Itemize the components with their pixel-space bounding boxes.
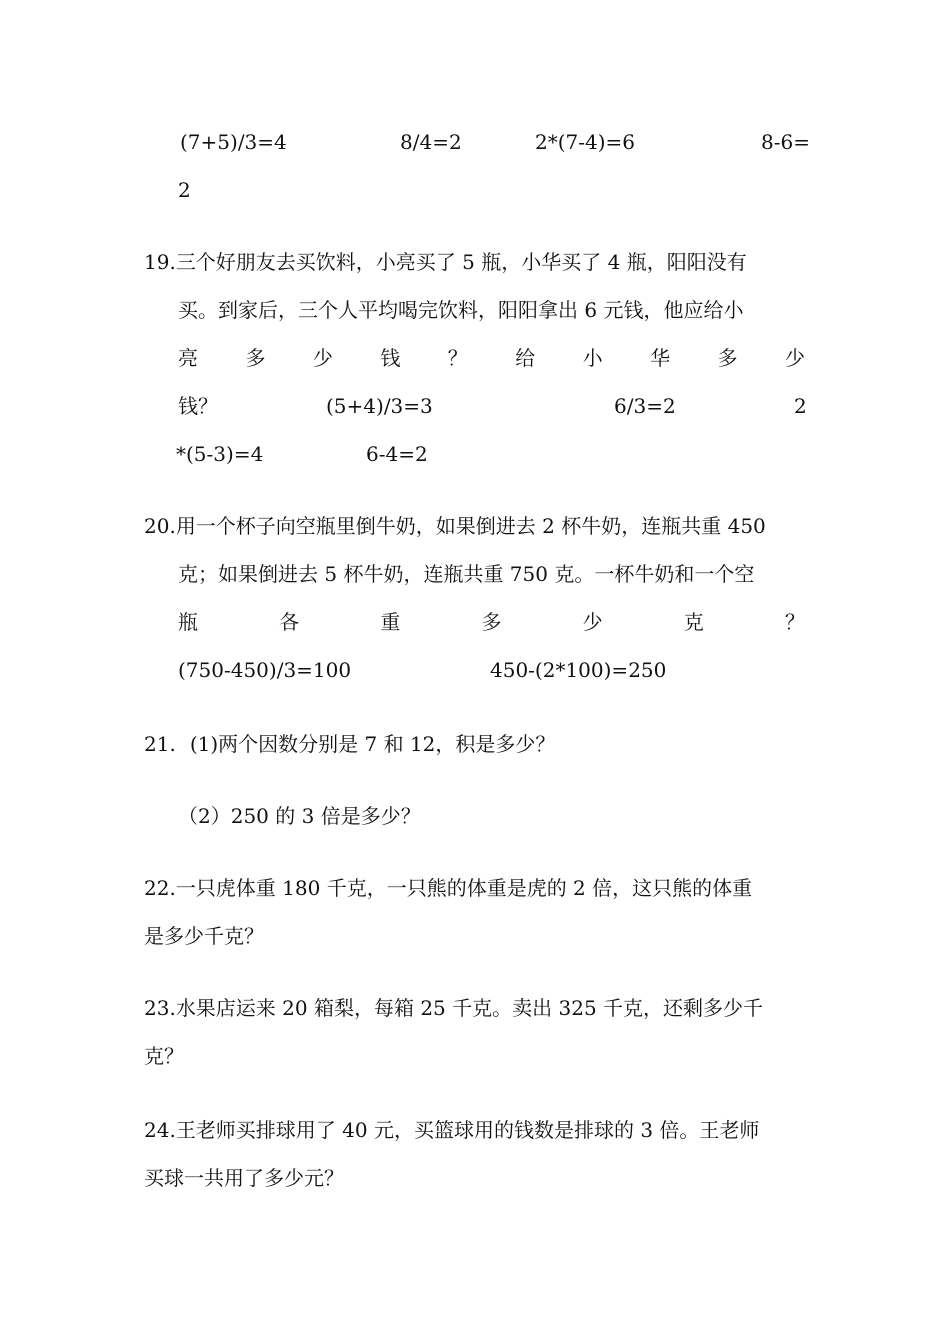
problem-text: 买。到家后，三个人平均喝完饮料，阳阳拿出 6 元钱，他应给小: [178, 298, 744, 322]
problem-text: 买球一共用了多少元？: [144, 1166, 344, 1190]
text-char: 各: [279, 610, 300, 634]
text-char: 钱: [380, 346, 401, 370]
text-char: 多: [717, 346, 738, 370]
problem-text-justified: [178, 608, 805, 636]
answer-step: (7+5)/3=4: [180, 130, 287, 154]
problem-text: 用一个杯子向空瓶里倒牛奶，如果倒进去 2 杯牛奶，连瓶共重 450: [175, 514, 766, 538]
answer-step: 6/3=2: [614, 394, 676, 418]
text-char: 克: [683, 610, 704, 634]
answer-step: 2*(7-4)=6: [535, 130, 636, 154]
answer-step: 6-4=2: [366, 442, 428, 466]
text-char: 少: [784, 346, 805, 370]
answer-step: (5+4)/3=3: [326, 394, 433, 418]
problem-number: 24.: [144, 1118, 176, 1142]
problem-text: 钱？: [178, 394, 218, 418]
text-char: 亮: [178, 346, 198, 370]
text-char: ？: [447, 346, 468, 370]
problem-text: 水果店运来 20 箱梨，每箱 25 千克。卖出 325 千克，还剩多少千: [175, 996, 764, 1020]
problem-number: 23.: [144, 996, 176, 1020]
answer-step: 8/4=2: [400, 130, 462, 154]
text-char: 小: [582, 346, 603, 370]
problem-number: 22.: [144, 876, 176, 900]
problem-text: 克？: [144, 1044, 184, 1068]
text-char: 华: [650, 346, 671, 370]
problem-number: 21.: [144, 732, 176, 756]
problem-text: 一只虎体重 180 千克，一只熊的体重是虎的 2 倍，这只熊的体重: [175, 876, 753, 900]
problem-text: 三个好朋友去买饮料，小亮买了 5 瓶，小华买了 4 瓶，阳阳没有: [175, 250, 747, 274]
text-char: ？: [784, 610, 805, 634]
problem-number: 20.: [144, 514, 176, 538]
text-char: 多: [245, 346, 266, 370]
answer-step: 450-(2*100)=250: [490, 658, 667, 682]
problem-text: （2）250 的 3 倍是多少？: [178, 804, 421, 828]
text-char: 少: [312, 346, 333, 370]
text-char: 给: [515, 346, 536, 370]
problem-text-justified: [178, 344, 805, 372]
problem-text: 克；如果倒进去 5 杯牛奶，连瓶共重 750 克。一杯牛奶和一个空: [178, 562, 755, 586]
problem-text: (1)两个因数分别是 7 和 12，积是多少？: [189, 732, 556, 756]
problem-text: 是多少千克？: [144, 924, 264, 948]
answer-step: 8-6=: [761, 130, 810, 154]
answer-step: 2: [794, 394, 807, 418]
text-char: 重: [380, 610, 401, 634]
problem-text: 王老师买排球用了 40 元，买篮球用的钱数是排球的 3 倍。王老师: [175, 1118, 760, 1142]
text-char: 瓶: [178, 610, 198, 634]
problem-number: 19.: [144, 250, 176, 274]
answer-step: *(5-3)=4: [176, 442, 264, 466]
text-char: 少: [582, 610, 603, 634]
text-char: 多: [481, 610, 502, 634]
answer-step: 2: [178, 178, 191, 202]
answer-step: (750-450)/3=100: [178, 658, 352, 682]
